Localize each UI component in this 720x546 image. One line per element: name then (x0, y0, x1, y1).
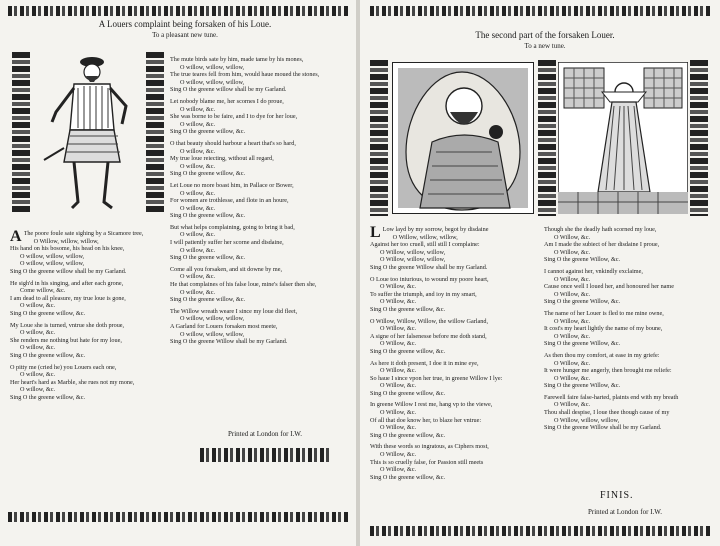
lyric-line: The mute birds sate by him, made tame by his mones, (170, 56, 304, 63)
lyric-line: O willow, &c. (180, 231, 216, 239)
lyric-line: Sing O the greene willow, &c. (170, 254, 246, 262)
lyric-line: O willow, &c. (180, 246, 216, 254)
lyric-line: O Willow, &c. (380, 298, 417, 306)
lyric-line: O Willow, &c. (380, 340, 417, 348)
lyric-line: Sing O the greene willow, &c. (170, 128, 246, 136)
left-page-subtitle: To a pleasant new tune. (152, 31, 218, 39)
lyric-line: O Willow, willow, willow, (554, 416, 620, 424)
lyric-line: O willow, &c. (180, 288, 216, 296)
lyric-line: O Willow, &c. (380, 409, 417, 417)
lyric-line: O Willow, &c. (554, 401, 591, 409)
lyric-line: O Willow, &c. (380, 451, 417, 459)
lyric-line: Sing O the greene willow, &c. (10, 393, 86, 401)
lyric-line: A Garland for Louers forsaken most meete, (170, 323, 278, 330)
lyric-line: O that beauty should harbour a heart that's so hard, (170, 139, 296, 147)
lyric-line: Sing O the greene willow, &c. (370, 347, 446, 355)
lyric-line: O willow, willow, willow, (20, 260, 85, 268)
lyric-line: O Willow, &c. (380, 283, 417, 291)
right-ornament-column (690, 60, 708, 216)
lyric-line: In greene Willow I rest me, hang vp to the viewe, (370, 401, 493, 409)
lyric-line: Sing O the greene Willow shall be my Garland. (544, 424, 662, 432)
lyric-line: O willow, &c. (180, 204, 216, 212)
lyric-line: Her heart's hard as Marble, she rues not my mone, (10, 378, 135, 386)
lyric-line: The true teares fell from him, would haue moued the stones, (170, 71, 320, 79)
lyric-line: O willow, &c. (20, 302, 56, 310)
right-page (360, 0, 720, 546)
lyric-line: As here it doth present, I doe it in mine eye, (370, 359, 479, 367)
lyric-line: O Willow, &c. (380, 382, 417, 390)
woodcut-lady-illustration (558, 62, 688, 214)
lyric-line: O willow, &c. (180, 120, 216, 128)
lyric-line: My Loue she is turned, vntrue she doth proue, (10, 321, 125, 329)
lyric-line: Though she the deadly hath scorned my loue, (544, 226, 657, 233)
lyric-line: Sing O the greene willow, &c. (10, 309, 86, 317)
woodcut-armored-man-illustration (392, 62, 534, 214)
top-ornament-border (8, 6, 348, 16)
lyric-line: Low layd by my sorrow, begot by disdaine (382, 226, 489, 233)
lyric-line: My true loue reiecting, without all regard, (170, 155, 274, 163)
lyric-line: Sing O the greene willow, &c. (170, 296, 246, 304)
lyric-line: But what helps complaining, going to bring it bad, (170, 223, 295, 231)
lyric-line: Sing O the greene willow, &c. (10, 351, 86, 359)
lyric-line: Sing O the greene willow shall be my Garland. (170, 86, 287, 94)
lyric-line: O willow, &c. (20, 344, 56, 352)
lyric-line: Sing O the greene Willow, &c. (544, 382, 621, 390)
lyric-line: This is so cruelly false, for Passion still meets (370, 458, 484, 466)
lyric-line: She renders me nothing but hate for my loue, (10, 336, 122, 344)
lyric-line: She was borne to be faire, and I to dye for her loue, (170, 113, 298, 121)
lyric-line: Sing O the greene willow, &c. (170, 212, 246, 220)
lyric-line: Cause once well I loued her, and honoured her name (544, 283, 674, 291)
bottom-ornament-border (370, 526, 710, 536)
left-printed-imprint: Printed at London for I.W. (227, 430, 302, 438)
lyric-line: It were hunger me angerly, then brought me reliefe: (544, 367, 672, 375)
lyric-line: O Willow, &c. (554, 317, 591, 325)
lyric-line: O Willow, &c. (554, 332, 591, 340)
lyric-line: O Willow, willow, willow, (380, 248, 446, 256)
lyric-line: O willow, &c. (20, 371, 56, 379)
lyric-line: Sing O the greene Willow shall be my Garland. (170, 338, 288, 346)
lyric-line: O Willow, &c. (554, 275, 591, 283)
right-page-title: The second part of the forsaken Louer. (475, 30, 615, 40)
lyric-line: O Willow, &c. (380, 367, 417, 375)
right-page-subtitle: To a new tune. (524, 42, 566, 50)
lyric-line: O Loue too iniurious, to wound my poore heart, (370, 275, 489, 283)
lyric-line: O Willow, &c. (380, 325, 417, 333)
lyric-line: O willow, &c. (20, 386, 56, 394)
lyric-line: O Willow, &c. (554, 359, 591, 367)
lyric-line: Sing O the greene willow shall be my Garland. (10, 267, 127, 275)
lyric-line: To suffer the triumph, and ioy in my smart, (370, 290, 477, 298)
right-lyrics-column-1 (370, 226, 538, 481)
lyric-line: So haue I since vpon her true, in greene Willow I lye: (370, 374, 503, 382)
left-lyrics-column-2 (170, 56, 350, 346)
middle-ornament-column (538, 60, 556, 216)
lyric-line: O Willow, &c. (554, 374, 591, 382)
lyric-line: Of all that doe know her, to blaze her vntrue: (370, 416, 482, 424)
left-lyrics-column-1 (10, 230, 160, 401)
left-ornament-column (370, 60, 388, 216)
lyric-line: O willow, &c. (180, 147, 216, 155)
lyric-line: Sing O the greene Willow shall be my Garland. (370, 263, 488, 271)
lyric-line: He sigh'd in his singing, and after each grone, (10, 279, 124, 287)
top-ornament-border (370, 6, 710, 16)
lyric-line: Against her too cruell, still still I complaine: (370, 241, 480, 249)
woodcut-gentleman-illustration (34, 52, 144, 216)
drop-cap: L (370, 224, 381, 241)
lyric-line: O willow, &c. (180, 189, 216, 197)
lyric-line: Come all you forsaken, and sit downe by me, (170, 265, 283, 273)
lyric-line: O willow, willow, willow, (180, 78, 245, 86)
lyric-line: The poore foule sate sighing by a Sicamore tree, (23, 230, 144, 237)
lyric-line: O pitty me (cried he) you Louers each one, (10, 363, 117, 371)
lyric-line: Sing O the greene willow, &c. (170, 170, 246, 178)
lyric-line: He that complaines of his false loue, mine's falser then she, (170, 281, 317, 289)
right-printed-imprint: Printed at London for I.W. (587, 508, 662, 516)
lyric-line: I am dead to all pleasure, my true loue is gone, (10, 294, 126, 302)
imprint-ornament (200, 448, 330, 462)
lyric-line: The Willow wreath weare I since my loue did fleet, (170, 307, 298, 315)
lyric-line: The name of her Louer is fled to me mine owne, (544, 309, 664, 317)
lyric-line: I cannot against her, vnkindly exclaime, (544, 267, 643, 275)
lyric-line: O willow, &c. (20, 329, 56, 337)
lyric-line: Let nobody blame me, her scornes I do proue, (170, 97, 284, 105)
lyric-line: O willow, willow, willow, (180, 330, 245, 338)
lyric-line: A signe of her falsenesse before me doth stand, (370, 332, 487, 340)
lyric-line: Thou shall despise, I loue thee though cause of my (544, 409, 670, 417)
lyric-line: As then thou my comfort, at ease in my griefe: (544, 351, 660, 359)
lyric-line: Sing O the greene Willow, &c. (544, 298, 621, 306)
lyric-line: Farewell faire false-harted, plaints end with my breath (544, 393, 679, 401)
lyric-line: Sing O the greene willow, &c. (370, 389, 446, 397)
lyric-line: Sing O the greene Willow, &c. (544, 256, 621, 264)
lyric-line: Sing O the greene Willow, &c. (544, 340, 621, 348)
lyric-line: Let Loue no more boast him, in Pallace or Bower, (170, 181, 294, 189)
lyric-line: Come willow, &c. (20, 287, 66, 295)
lyric-line: O Willow, willow, willow, (392, 233, 458, 241)
lyric-line: For women are trothlesse, and flote in an houre, (170, 197, 289, 205)
lyric-line: Sing O the greene willow, &c. (370, 305, 446, 313)
drop-cap: A (10, 228, 22, 245)
left-ornament-column (12, 52, 30, 212)
lyric-line: O Willow, Willow, Willow, the willow Garland, (370, 317, 489, 325)
finis-label: FINIS. (600, 490, 634, 501)
lyric-line: O willow, &c. (180, 162, 216, 170)
lyric-line: O Willow, &c. (554, 233, 591, 241)
lyric-line: O willow, &c. (180, 105, 216, 113)
lyric-line: O Willow, willow, willow, (380, 256, 446, 264)
lyric-line: O Willow, &c. (554, 248, 591, 256)
lyric-line: O Willow, willow, willow, (33, 237, 99, 245)
left-page (0, 0, 356, 546)
left-page-title: A Louers complaint being forsaken of his Loue. (98, 19, 272, 29)
lyric-line: Am I made the subiect of her disdaine I proue, (544, 241, 660, 249)
lyric-line: Sing O the greene willow, &c. (370, 431, 446, 439)
lyric-line: Sing O the greene willow, &c. (370, 473, 446, 481)
lyric-line: O Willow, &c. (554, 290, 591, 298)
right-lyrics-column-2 (544, 226, 714, 432)
lyric-line: O Willow, &c. (380, 424, 417, 432)
lyric-line: O willow, willow, willow, (180, 63, 245, 71)
bottom-ornament-border (8, 512, 348, 522)
lyric-line: O willow, willow, willow, (180, 315, 245, 323)
lyric-line: I will patiently suffer her scorne and disdaine, (170, 239, 284, 247)
lyric-line: O willow, willow, willow, (20, 252, 85, 260)
lyric-line: With these words so ingratous, as Ciphers most, (370, 443, 489, 451)
lyric-line: O Willow, &c. (380, 466, 417, 474)
lyric-line: It cost's my heart lightly the name of my boune, (544, 325, 663, 333)
lyric-line: O willow, &c. (180, 273, 216, 281)
right-ornament-column (146, 52, 164, 212)
lyric-line: His hand on his bosome, his head on his knee, (10, 245, 125, 253)
